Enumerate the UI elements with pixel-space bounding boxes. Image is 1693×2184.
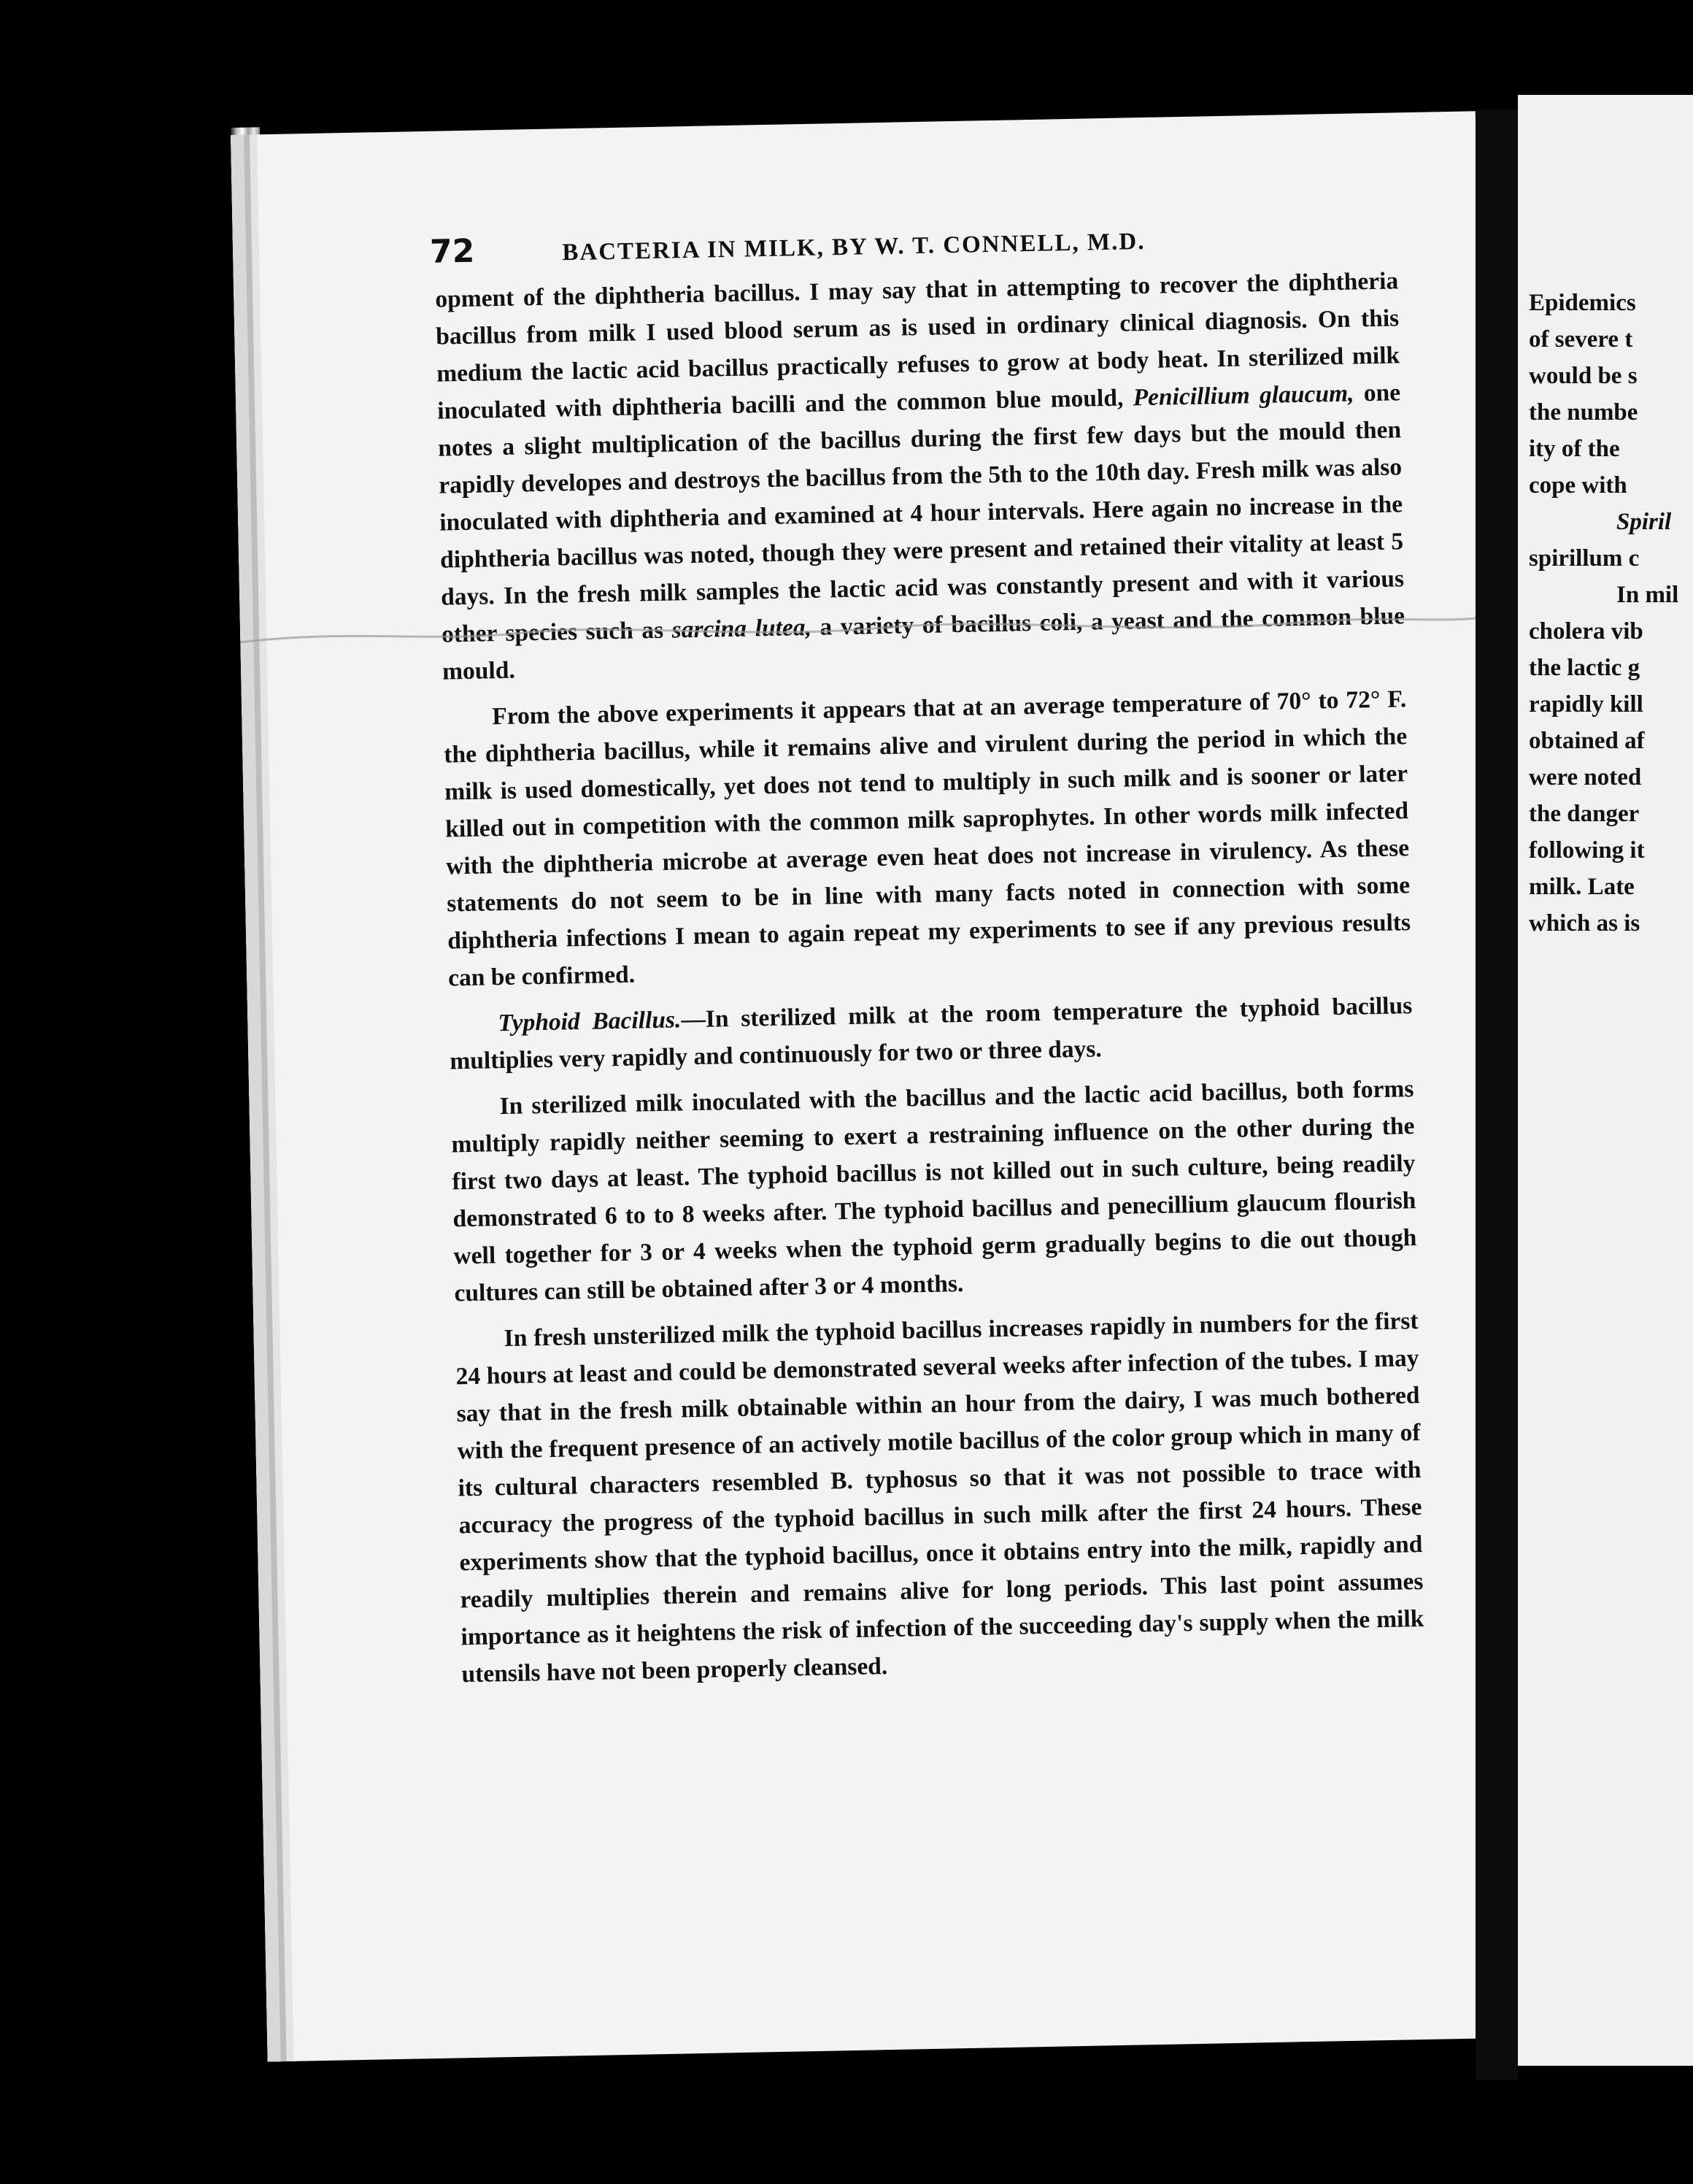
right-page-line: following it bbox=[1529, 837, 1645, 864]
paragraph bbox=[450, 1070, 1418, 1312]
paragraph bbox=[455, 1302, 1425, 1693]
page-number: 72 bbox=[429, 232, 475, 271]
text-run: —In sterilized milk at the room temperature the typhoid bacillus multiplies very rapidly and continuously for two or three days. bbox=[450, 992, 1413, 1075]
text-run: opment of the diphtheria bacillus. I may say that in attempting to recover the diphtheria bacillus from milk I used blood serum as is used in ordinary clinical diagnosis. On this medium the lactic acid bacillus practically refuses to grow at body heat. In sterilized milk inoculated with diphtheria bacilli and the common blue mould, bbox=[435, 267, 1400, 425]
right-page-line: ity of the bbox=[1529, 436, 1620, 462]
paragraph bbox=[443, 680, 1412, 996]
right-page-line: spirillum c bbox=[1529, 545, 1640, 572]
right-page-line: the numbe bbox=[1529, 399, 1638, 426]
paragraph bbox=[449, 987, 1414, 1080]
right-page-line: cope with bbox=[1529, 472, 1627, 499]
italic-text: Typhoid Bacillus. bbox=[498, 1006, 682, 1037]
text-run: In sterilized milk inoculated with the bacillus and the lactic acid bacillus, both forms multiply rapidly neither seeming to exert a restraining influence on the other during the first two days at least. The typhoid bacillus is not killed out in such culture, being readily demonstrated 6 to to 8 weeks after. The typhoid bacillus and penecillium glaucum flourish well together for 3 or 4 weeks when the typhoid germ gradually begins to die out though cultures can still be obtained after 3 or 4 months. bbox=[451, 1075, 1417, 1307]
right-page-line: the lactic g bbox=[1529, 655, 1640, 681]
right-page-line: In mil bbox=[1616, 582, 1679, 608]
text-run: a variety of bacillus coli, a yeast and the common blue mould. bbox=[441, 602, 1405, 685]
right-page-line: were noted bbox=[1529, 764, 1642, 791]
text-run: From the above experiments it appears that at an average temperature of 70° to 72° F. the diphtheria bacillus, while it remains alive and virulent during the period in which the milk is used domestically, yet does not tend to multiply in such milk and is sooner or later killed out in competition with the common milk saprophytes. In other words milk infected with the diphtheria microbe at average even heat does not increase in virulency. As these statements do not seem to be in line with many facts noted in connection with some diphtheria infections I mean to again repeat my experiments to see if any previous results can be confirmed. bbox=[443, 685, 1411, 992]
italic-text: Penicillium glaucum, bbox=[1133, 380, 1354, 412]
book-gutter bbox=[1476, 109, 1518, 2080]
body-text bbox=[435, 262, 1425, 1702]
italic-text: sarcina lutea, bbox=[671, 613, 812, 644]
right-page-line: of severe t bbox=[1529, 326, 1633, 353]
right-page-line: milk. Late bbox=[1529, 874, 1635, 900]
right-page-line: cholera vib bbox=[1529, 618, 1643, 645]
right-page-line: which as is bbox=[1529, 910, 1640, 937]
right-page-line: Epidemics bbox=[1529, 290, 1636, 316]
paragraph bbox=[435, 262, 1406, 690]
right-page-line: would be s bbox=[1529, 363, 1638, 389]
right-page-text bbox=[1529, 285, 1693, 942]
right-page-line: Spiril bbox=[1616, 509, 1672, 535]
text-run: one notes a slight multiplication of the bacillus during the first few days but the mould then rapidly developes and destroys the bacillus from the 5th to the 10th day. Fresh milk was also inoculated with diphtheria and examined at 4 hour intervals. Here again no increase in the diphtheria bacillus was noted, though they were present and retained their vitality at least 5 days. In the fresh milk samples the lactic acid was constantly present and with it various other species such as bbox=[437, 379, 1405, 648]
running-title: BACTERIA IN MILK, BY W. T. CONNELL, M.D. bbox=[562, 228, 1146, 266]
right-page-line: rapidly kill bbox=[1529, 691, 1643, 718]
left-page bbox=[231, 111, 1512, 2061]
text-run: In fresh unsterilized milk the typhoid bacillus increases rapidly in numbers for the first 24 hours at least and could be demonstrated several weeks after infection of the tubes. I may say that in the fresh milk obtainable within an hour from the dairy, I was much bothered with the frequent presence of an actively motile bacillus of the color group which in many of its cultural characters resembled B. typhosus so that it was not possible to trace with accuracy the progress of the typhoid bacillus in such milk after the first 24 hours. These experiments show that the typhoid bacillus, once it obtains entry into the milk, rapidly and readily multiplies therein and remains alive for long periods. This last point assumes importance as it heightens the risk of infection of the succeeding day's supply when the milk utensils have not been properly cleansed. bbox=[455, 1307, 1424, 1688]
right-page-line: the danger bbox=[1529, 801, 1640, 827]
right-page-line: obtained af bbox=[1529, 728, 1645, 754]
